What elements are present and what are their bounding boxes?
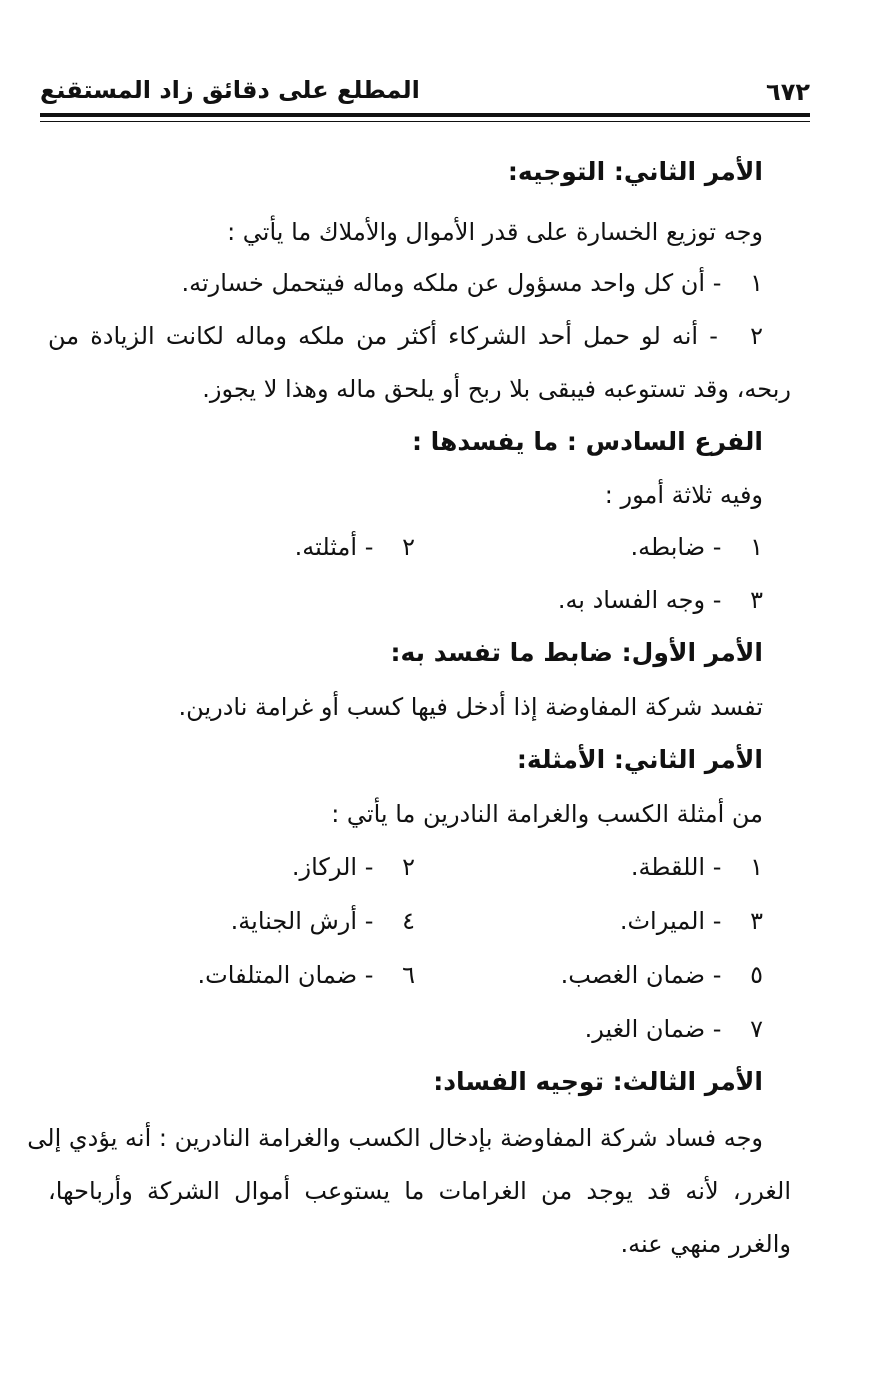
list-item-number: ٧	[750, 1015, 763, 1043]
list-item	[40, 1011, 763, 1047]
list-item-text: - أرش الجناية.	[230, 907, 374, 935]
list-item-text: - ضمان الغصب.	[560, 961, 722, 989]
list-item-number: ١	[750, 853, 763, 881]
paragraph-corruption-line: وجه فساد شركة المفاوضة بإدخال الكسب والغرامة النادرين : أنه يؤدي إلى	[27, 1124, 763, 1152]
list-item-number: ٢	[750, 322, 763, 350]
list-item-text: - أنه لو حمل أحد الشركاء أكثر من ملكه وماله لكانت الزيادة من	[48, 322, 718, 350]
heading-branch-six: الفرع السادس : ما يفسدها :	[411, 427, 763, 456]
list-item	[40, 265, 763, 301]
list-item	[198, 957, 415, 993]
list-item-number: ٦	[402, 961, 415, 989]
running-title: المطلع على دقائق زاد المستقنع	[40, 76, 420, 104]
list-item-number: ٣	[750, 586, 763, 614]
heading-first-matter: الأمر الأول: ضابط ما تفسد به:	[390, 638, 763, 667]
paragraph-corruption-line: الغرر، لأنه قد يوجد من الغرامات ما يستوعب أموال الشركة وأرباحها،	[48, 1177, 791, 1205]
list-item-text: - أمثلته.	[294, 533, 374, 561]
list-item-text: - ضمان الغير.	[584, 1015, 722, 1043]
list-item-number: ١	[750, 533, 763, 561]
list-item-number: ٤	[402, 907, 415, 935]
list-item	[40, 582, 763, 618]
list-item-text: - ضابطه.	[630, 533, 722, 561]
list-item-text: - ضمان المتلفات.	[197, 961, 374, 989]
list-item-text: - الميراث.	[619, 907, 722, 935]
heading-third-matter: الأمر الثالث: توجيه الفساد:	[433, 1067, 763, 1096]
list-item-number: ٣	[750, 907, 763, 935]
list-item-text: - أن كل واحد مسؤول عن ملكه وماله فيتحمل خسارته.	[181, 269, 722, 297]
heading-second-matter-examples: الأمر الثاني: الأمثلة:	[516, 745, 763, 774]
list-item	[292, 849, 415, 885]
paragraph-three-matters: وفيه ثلاثة أمور :	[604, 481, 763, 509]
list-item	[231, 903, 415, 939]
list-item-number: ٥	[750, 961, 763, 989]
page-number: ٦٧٢	[766, 78, 810, 106]
list-item-number: ٢	[402, 533, 415, 561]
paragraph-distribution: وجه توزيع الخسارة على قدر الأموال والأملاك ما يأتي :	[227, 218, 763, 246]
heading-second-matter-tawjih: الأمر الثاني: التوجيه:	[507, 157, 763, 186]
header-rule-thick	[40, 113, 810, 117]
list-item	[295, 529, 415, 565]
list-item-text: - الركاز.	[291, 853, 374, 881]
list-item-continuation: ربحه، وقد تستوعبه فيبقى بلا ربح أو يلحق ماله وهذا لا يجوز.	[202, 375, 791, 403]
list-item-text: - اللقطة.	[630, 853, 722, 881]
paragraph-rule: تفسد شركة المفاوضة إذا أدخل فيها كسب أو غرامة نادرين.	[178, 693, 763, 721]
page-header	[40, 72, 810, 112]
list-item-number: ١	[750, 269, 763, 297]
header-rule-thin	[40, 121, 810, 122]
list-item-number: ٢	[402, 853, 415, 881]
paragraph-examples-intro: من أمثلة الكسب والغرامة النادرين ما يأتي :	[331, 800, 763, 828]
list-item-text: - وجه الفساد به.	[557, 586, 722, 614]
paragraph-corruption-line: والغرر منهي عنه.	[620, 1230, 791, 1258]
list-item	[48, 318, 763, 354]
